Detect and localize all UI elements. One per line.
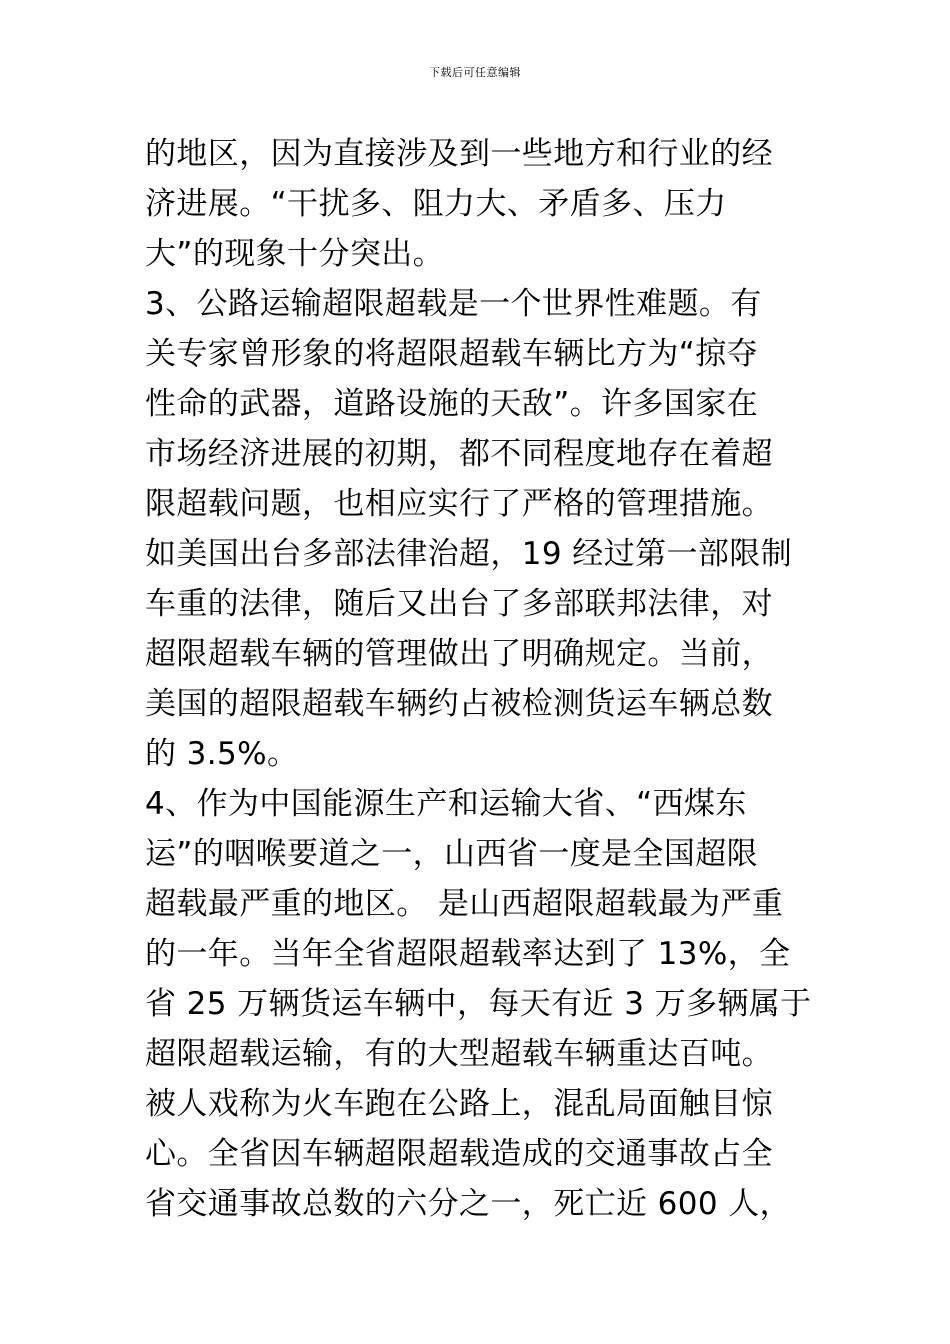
text-line: 超限超载车辆的管理做出了明确规定。当前， [145,636,773,672]
text-line: 3、公路运输超限超载是一个世界性难题。有 [145,286,762,322]
text-line: 心。全省因车辆超限超载造成的交通事故占全 [145,1136,773,1172]
text-line: 被人戏称为火车跑在公路上，混乱局面触目惊 [145,1086,773,1122]
text-line: 车重的法律，随后又出台了多部联邦法律，对 [145,586,773,622]
text-line: 济进展。“干扰多、阻力大、矛盾多、压力 [145,186,727,222]
text-line: 限超载问题，也相应实行了严格的管理措施。 [145,486,773,522]
text-line: 大”的现象十分突出。 [145,236,445,272]
text-line: 的一年。当年全省超限超载率达到了 13%，全 [145,936,791,972]
text-line: 超限超载运输，有的大型超载车辆重达百吨。 [145,1036,773,1072]
text-line: 运”的咽喉要道之一，山西省一度是全国超限 [145,836,759,872]
text-line: 省交通事故总数的六分之一，死亡近 600 人， [145,1186,792,1222]
text-line: 4、作为中国能源生产和运输大省、“西煤东 [145,786,747,822]
text-line: 的地区，因为直接涉及到一些地方和行业的经 [145,136,773,172]
text-line: 省 25 万辆货运车辆中，每天有近 3 万多辆属于 [145,986,812,1022]
text-line: 超载最严重的地区。 是山西超限超载最为严重 [145,886,784,922]
text-line: 市场经济进展的初期，都不同程度地存在着超 [145,436,773,472]
text-line: 性命的武器，道路设施的天敌”。许多国家在 [145,386,759,422]
text-line: 的 3.5%。 [145,736,299,772]
text-line: 如美国出台多部法律治超，19 经过第一部限制 [145,536,793,572]
body-text [145,129,825,1229]
text-line: 美国的超限超载车辆约占被检测货运车辆总数 [145,686,773,722]
text-line: 关专家曾形象的将超限超载车辆比方为“掠夺 [145,336,759,372]
header-note: 下载后可任意编辑 [429,66,521,79]
